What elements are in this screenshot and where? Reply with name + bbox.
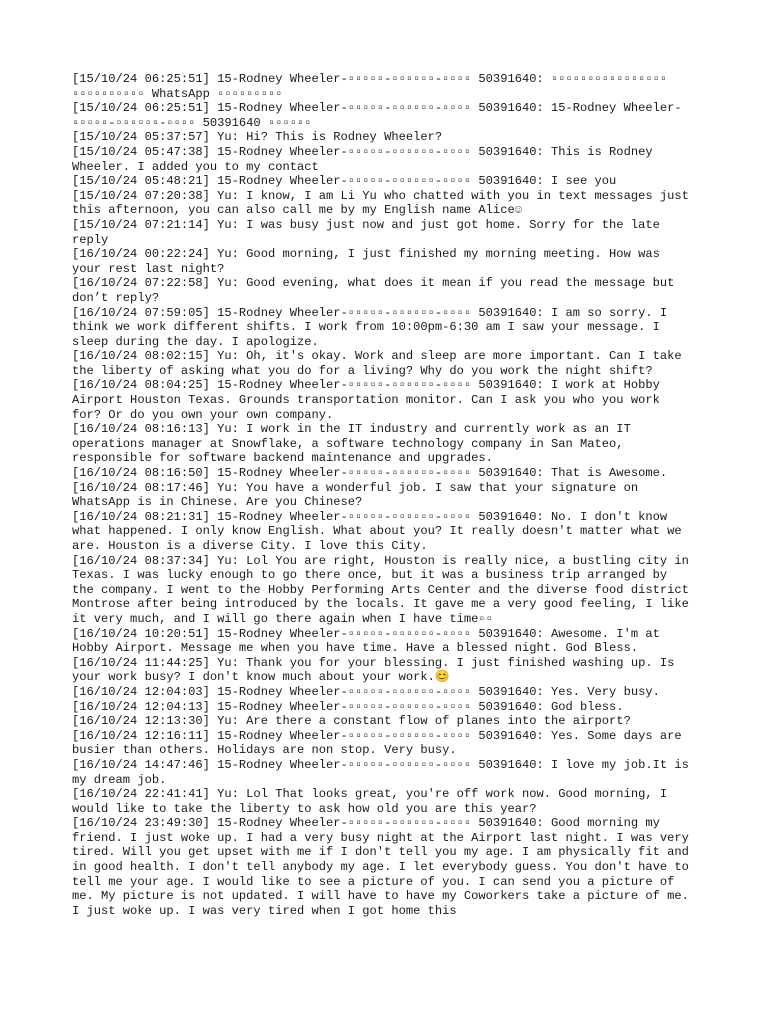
message-line: [16/10/24 08:02:15] Yu: Oh, it's okay. Work and sleep are more important. Can I take the liberty of asking what you do for a living? Why do you work the night shift?	[72, 349, 689, 378]
message-line: [16/10/24 10:20:51] 15-Rodney Wheeler-▫▫▫▫▫-▫▫▫▫▫▫-▫▫▫▫ 50391640: Awesome. I'm at Hobby Airport. Message me when you have time. Have a blessed night. God Bless.	[72, 626, 668, 656]
message-line: [16/10/24 08:21:31] 15-Rodney Wheeler-▫▫▫▫▫-▫▫▫▫▫▫-▫▫▫▫ 50391640: No. I don't know what happened. I only know English. What about you? It really doesn't matter what we are. Houston is a diverse City. I love this City.	[72, 509, 689, 553]
chat-transcript	[72, 72, 696, 918]
message-line: [15/10/24 05:47:38] 15-Rodney Wheeler-▫▫▫▫▫-▫▫▫▫▫▫-▫▫▫▫ 50391640: This is Rodney Wheeler. I added you to my contact	[72, 144, 660, 174]
message-line: [16/10/24 23:49:30] 15-Rodney Wheeler-▫▫▫▫▫-▫▫▫▫▫▫-▫▫▫▫ 50391640: Good morning my friend. I just woke up. I had a very busy night at the Airport last night. I was very tired. Will you get upset with me if I don't tell you my age. I am physically fit and in good health. I don't tell anybody my age. I let everybody guess. You don't have to tell me your age. I would like to see a picture of you. I can send you a picture of me. My picture is not updated. I will have to have my Coworkers take a picture of me. I just woke up. I was very tired when I got home this	[72, 816, 697, 918]
message-line: [16/10/24 07:22:58] Yu: Good evening, what does it mean if you read the message but don’t reply?	[72, 276, 682, 305]
message-line: [16/10/24 08:16:13] Yu: I work in the IT industry and currently work as an IT operations manager at Snowflake, a software technology company in San Mateo, responsible for software backend maintenance and upgrades.	[72, 422, 639, 466]
message-line: [16/10/24 00:22:24] Yu: Good morning, I just finished my morning meeting. How was your rest last night?	[72, 247, 668, 276]
message-line: [16/10/24 08:04:25] 15-Rodney Wheeler-▫▫▫▫▫-▫▫▫▫▫▫-▫▫▫▫ 50391640: I work at Hobby Airport Houston Texas. Grounds transportation monitor. Can I ask you who you work for? Or do you own your own company.	[72, 378, 668, 422]
message-line: [16/10/24 12:04:13] 15-Rodney Wheeler-▫▫▫▫▫-▫▫▫▫▫▫-▫▫▫▫ 50391640: God bless.	[72, 699, 624, 714]
message-line: [16/10/24 08:16:50] 15-Rodney Wheeler-▫▫▫▫▫-▫▫▫▫▫▫-▫▫▫▫ 50391640: That is Awesome.	[72, 466, 668, 481]
message-line: [16/10/24 12:16:11] 15-Rodney Wheeler-▫▫▫▫▫-▫▫▫▫▫▫-▫▫▫▫ 50391640: Yes. Some days are busier than others. Holidays are non stop. Very busy.	[72, 728, 689, 758]
message-line: [15/10/24 07:20:38] Yu: I know, I am Li Yu who chatted with you in text messages just this afternoon, you can also call me by my English name Alice☺	[72, 188, 697, 218]
message-line: [15/10/24 06:25:51] 15-Rodney Wheeler-▫▫▫▫▫-▫▫▫▫▫▫-▫▫▫▫ 50391640: 15-Rodney Wheeler-▫▫▫▫▫-▫▫▫▫▫▫-▫▫▫▫ 50391640 ▫▫▫▫▫▫	[72, 101, 682, 130]
message-line: [15/10/24 06:25:51] 15-Rodney Wheeler-▫▫▫▫▫-▫▫▫▫▫▫-▫▫▫▫ 50391640: ▫▫▫▫▫▫▫▫▫▫▫▫▫▫▫▫ ▫▫▫▫▫▫▫▫▫▫ WhatsApp ▫▫▫▫▫▫▫▫▫	[72, 72, 675, 101]
message-line: [16/10/24 11:44:25] Yu: Thank you for your blessing. I just finished washing up. Is your work busy? I don't know much about your work.😊	[72, 655, 682, 685]
message-line: [16/10/24 08:37:34] Yu: Lol You are right, Houston is really nice, a bustling city in Texas. I was lucky enough to go there once, but it was a business trip arranged by the company. I went to the Hobby Performing Arts Center and the diverse food district Montrose after being introduced by the locals. It gave me a very good feeling, I like it very much, and I will go there again when I have time▫▫	[72, 553, 697, 626]
message-line: [16/10/24 08:17:46] Yu: You have a wonderful job. I saw that your signature on WhatsApp is in Chinese. Are you Chinese?	[72, 480, 646, 510]
message-line: [16/10/24 07:59:05] 15-Rodney Wheeler-▫▫▫▫▫-▫▫▫▫▫▫-▫▫▫▫ 50391640: I am so sorry. I think we work different shifts. I work from 10:00pm-6:30 am I saw your message. I sleep during the day. I apologize.	[72, 305, 675, 349]
message-line: [16/10/24 14:47:46] 15-Rodney Wheeler-▫▫▫▫▫-▫▫▫▫▫▫-▫▫▫▫ 50391640: I love my job.It is my dream job.	[72, 757, 697, 787]
message-line: [15/10/24 05:48:21] 15-Rodney Wheeler-▫▫▫▫▫-▫▫▫▫▫▫-▫▫▫▫ 50391640: I see you	[72, 174, 617, 189]
message-line: [15/10/24 05:37:57] Yu: Hi? This is Rodney Wheeler?	[72, 130, 443, 145]
message-line: [15/10/24 07:21:14] Yu: I was busy just now and just got home. Sorry for the late reply	[72, 217, 668, 247]
message-line: [16/10/24 12:13:30] Yu: Are there a constant flow of planes into the airport?	[72, 714, 631, 729]
message-line: [16/10/24 22:41:41] Yu: Lol That looks great, you're off work now. Good morning, I would like to take the liberty to ask how old you are this year?	[72, 787, 675, 816]
message-line: [16/10/24 12:04:03] 15-Rodney Wheeler-▫▫▫▫▫-▫▫▫▫▫▫-▫▫▫▫ 50391640: Yes. Very busy.	[72, 684, 660, 699]
